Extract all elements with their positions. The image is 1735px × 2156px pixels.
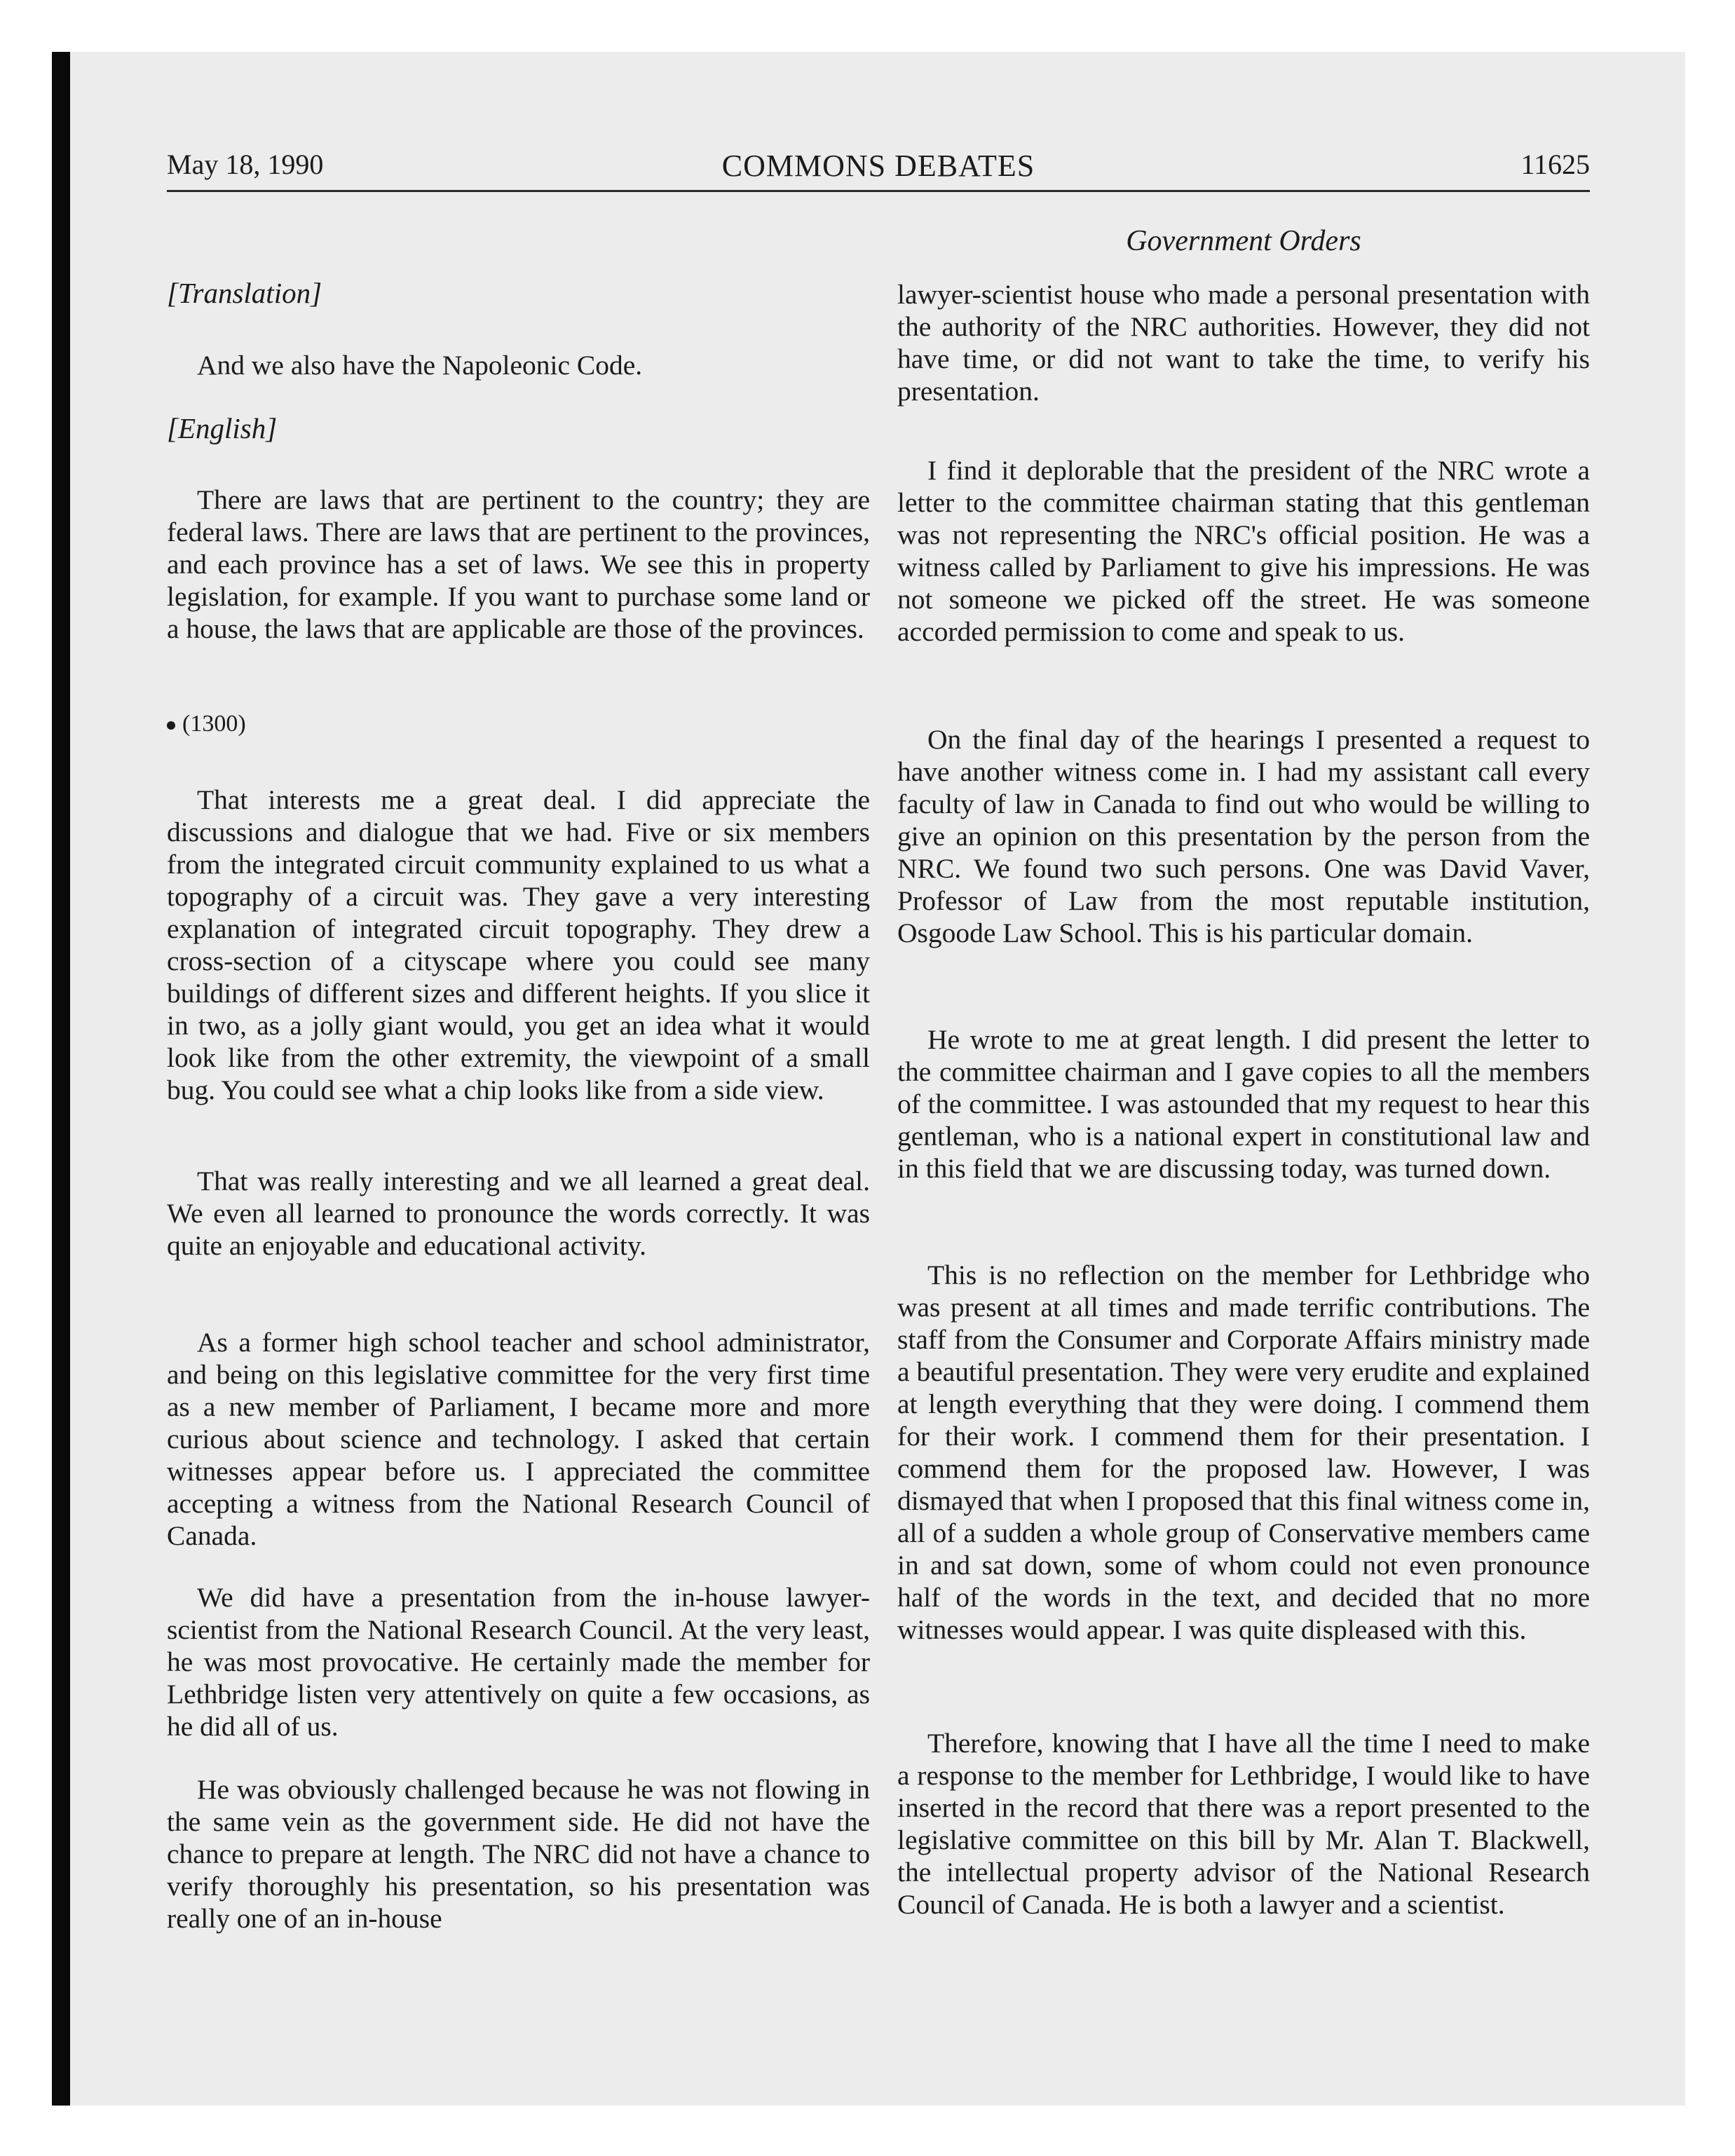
page-header: [167, 144, 1590, 192]
paragraph: On the final day of the hearings I presented a request to have another witness come in. I had my assistant call every faculty of law in Canada to find out who would be willing to give an opinion on this presentation by the person from the NRC. We found two such persons. One was David Vaver, Professor of Law from the most reputable institution, Osgoode Law School. This is his particular domain.: [897, 724, 1590, 948]
paragraph: This is no reflection on the member for Lethbridge who was present at all times and made terrific contributions. The staff from the Consumer and Corporate Affairs ministry made a beautiful presentation. They were very erudite and explained at length everything that they were doing. I commend them for their work. I commend them for their presentation. I commend them for the proposed law. However, I was dismayed that when I proposed that this final witness come in, all of a sudden a whole group of Conservative members came in and sat down, some of whom could not even pronounce half of the words in the text, and decided that no more witnesses would appear. I was quite displeased with this.: [897, 1260, 1590, 1645]
paragraph: He wrote to me at great length. I did present the letter to the committee chairman and I gave copies to all the members of the committee. I was astounded that my request to hear this gentleman, who is a national expert in constitutional law and in this field that we are discussing today, was turned down.: [897, 1024, 1590, 1184]
paragraph: I find it deplorable that the president of the NRC wrote a letter to the committee chairman stating that this gentleman was not representing the NRC's official position. He was a witness called by Parliament to give his impressions. He was not someone we picked off the street. He was someone accorded permission to come and speak to us.: [897, 455, 1590, 647]
paragraph: He was obviously challenged because he was not flowing in the same vein as the government side. He did not have the chance to prepare at length. The NRC did not have a chance to verify thoroughly his presentation, so his presentation was really one of an in-house: [167, 1774, 870, 1934]
paragraph: As a former high school teacher and school administrator, and being on this legislative committee for the very first time as a new member of Parliament, I became more and more curious about science and technology. I asked that certain witnesses appear before us. I appreciated the committee accepting a witness from the National Research Council of Canada.: [167, 1327, 870, 1551]
header-title: COMMONS DEBATES: [721, 149, 1035, 183]
section-title: Government Orders: [1126, 225, 1361, 257]
paragraph: We did have a presentation from the in-house lawyer-scientist from the National Research Council. At the very least, he was most provocative. He certainly made the member for Lethbridge listen very attentively on quite a few occasions, as he did all of us.: [167, 1582, 870, 1742]
english-marker: [English]: [167, 412, 278, 444]
paragraph: That interests me a great deal. I did appreciate the discussions and dialogue that we had. Five or six members from the integrated circuit community explained to us what a topography of a circuit was. They gave a very interesting explanation of integrated circuit topography. They drew a cross-section of a cityscape where you could see many buildings of different sizes and different heights. If you slice it in two, as a jolly giant would, you get an idea what it would look like from the other extremity, the viewpoint of a small bug. You could see what a chip looks like from a side view.: [167, 784, 870, 1105]
time-label: (1300): [182, 711, 246, 737]
paragraph: Therefore, knowing that I have all the time I need to make a response to the member for Lethbridge, I would like to have inserted in the record that there was a report presented to the legislative committee on this bill by Mr. Alan T. Blackwell, the intellectual property advisor of the National Research Council of Canada. He is both a lawyer and a scientist.: [897, 1728, 1590, 1920]
scan-edge: [52, 52, 70, 2106]
header-date: May 18, 1990: [167, 149, 324, 180]
bullet-icon: [167, 721, 175, 730]
translation-marker: [Translation]: [167, 277, 322, 309]
paragraph: That was really interesting and we all learned a great deal. We even all learned to pronounce the words correctly. It was quite an enjoyable and educational activity.: [167, 1166, 870, 1261]
paragraph: And we also have the Napoleonic Code.: [197, 350, 643, 381]
paragraph: lawyer-scientist house who made a personal presentation with the authority of the NRC authorities. However, they did not have time, or did not want to take the time, to verify his presentation.: [897, 279, 1590, 407]
header-page-number: 11625: [1520, 149, 1590, 180]
paragraph: There are laws that are pertinent to the country; they are federal laws. There are laws that are pertinent to the provinces, and each province has a set of laws. We see this in property legislation, for example. If you want to purchase some land or a house, the laws that are applicable are those of the provinces.: [167, 484, 870, 644]
time-stamp: [167, 708, 246, 740]
